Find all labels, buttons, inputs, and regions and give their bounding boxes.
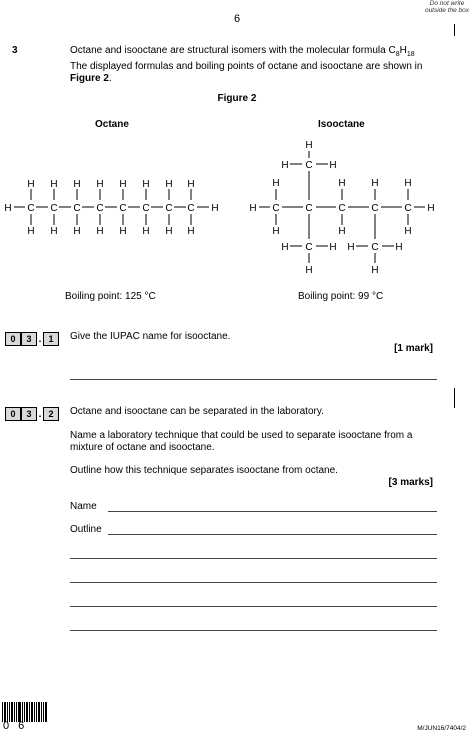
qbox-digit-2: 3 xyxy=(21,332,37,346)
svg-text:H: H xyxy=(404,178,412,189)
svg-text:H: H xyxy=(281,242,289,253)
margin-line xyxy=(454,388,455,408)
svg-text:C: C xyxy=(119,203,127,214)
isooctane-boiling-point: Boiling point: 99 °C xyxy=(298,291,384,302)
svg-text:H: H xyxy=(27,179,35,190)
svg-text:H: H xyxy=(281,160,289,171)
qbox-digit-3: 2 xyxy=(43,407,59,421)
svg-text:H: H xyxy=(165,226,173,237)
svg-text:H: H xyxy=(4,203,12,214)
svg-text:H: H xyxy=(371,265,379,276)
svg-text:H: H xyxy=(96,179,104,190)
svg-text:H: H xyxy=(427,203,435,214)
svg-text:H: H xyxy=(338,226,346,237)
barcode xyxy=(2,702,48,722)
answer-line[interactable] xyxy=(70,606,437,607)
svg-text:H: H xyxy=(338,178,346,189)
part-3-2-question: Octane and isooctane can be separated in the laboratory. xyxy=(70,406,324,417)
question-intro xyxy=(70,45,436,85)
svg-text:H: H xyxy=(142,179,150,190)
svg-text:C: C xyxy=(165,203,173,214)
svg-text:H: H xyxy=(272,178,280,189)
svg-text:H: H xyxy=(50,226,58,237)
svg-text:H: H xyxy=(347,242,355,253)
octane-title: Octane xyxy=(95,119,129,130)
part-3-1-question: Give the IUPAC name for isooctane. xyxy=(70,331,231,342)
svg-text:H: H xyxy=(305,140,313,151)
svg-text:H: H xyxy=(187,179,195,190)
svg-text:C: C xyxy=(73,203,81,214)
svg-text:C: C xyxy=(187,203,195,214)
intro-line-2: The displayed formulas and boiling points of octane and isooctane are shown in xyxy=(70,61,423,72)
octane-structure xyxy=(0,170,230,240)
part-3-1-number xyxy=(5,329,59,347)
svg-text:H: H xyxy=(119,226,127,237)
svg-text:H: H xyxy=(73,226,81,237)
svg-text:H: H xyxy=(395,242,403,253)
part-3-2-number xyxy=(5,404,59,422)
svg-text:C: C xyxy=(272,203,280,214)
svg-text:H: H xyxy=(211,203,219,214)
part-3-2-instruction-outline: Outline how this technique separates isooctane from octane. xyxy=(70,465,338,476)
svg-text:C: C xyxy=(338,203,346,214)
svg-text:C: C xyxy=(142,203,150,214)
outside-box-note: Do not write outside the box xyxy=(424,0,470,14)
answer-line[interactable] xyxy=(70,582,437,583)
part-3-2-marks: [3 marks] xyxy=(388,477,433,488)
svg-text:H: H xyxy=(371,178,379,189)
name-label: Name xyxy=(70,501,97,512)
svg-text:H: H xyxy=(329,160,337,171)
svg-text:H: H xyxy=(119,179,127,190)
part-3-1-marks: [1 mark] xyxy=(394,343,433,354)
svg-text:H: H xyxy=(329,242,337,253)
qbox-dot: . xyxy=(38,334,42,345)
octane-boiling-point: Boiling point: 125 °C xyxy=(65,291,156,302)
svg-text:C: C xyxy=(371,203,379,214)
qbox-digit-1: 0 xyxy=(5,332,21,346)
svg-text:H: H xyxy=(73,179,81,190)
question-number: 3 xyxy=(12,45,18,56)
qbox-digit-3: 1 xyxy=(43,332,59,346)
svg-text:C: C xyxy=(305,160,313,171)
intro-line-3: Figure 2. xyxy=(70,73,112,84)
part-3-2-instruction-name: Name a laboratory technique that could be used to separate isooctane from a mixture of octane and isooctane. xyxy=(70,430,413,453)
svg-text:H: H xyxy=(305,265,313,276)
answer-line-name[interactable] xyxy=(108,511,437,512)
svg-text:H: H xyxy=(404,226,412,237)
paper-code: M/JUN16/7404/2 xyxy=(417,725,466,732)
answer-line-outline[interactable] xyxy=(108,534,437,535)
svg-text:C: C xyxy=(404,203,412,214)
answer-line-3-1[interactable] xyxy=(70,379,437,380)
svg-text:H: H xyxy=(249,203,257,214)
qbox-digit-2: 3 xyxy=(21,407,37,421)
svg-text:H: H xyxy=(50,179,58,190)
svg-text:C: C xyxy=(27,203,35,214)
svg-text:H: H xyxy=(142,226,150,237)
svg-text:C: C xyxy=(305,242,313,253)
isooctane-title: Isooctane xyxy=(318,119,365,130)
answer-line[interactable] xyxy=(70,558,437,559)
intro-line-1: Octane and isooctane are structural isomers with the molecular formula $C_8H_{18}$ xyxy=(70,45,415,58)
outline-label: Outline xyxy=(70,524,102,535)
qbox-dot: . xyxy=(38,409,42,420)
svg-text:H: H xyxy=(27,226,35,237)
svg-text:C: C xyxy=(50,203,58,214)
svg-text:C: C xyxy=(371,242,379,253)
svg-text:H: H xyxy=(187,226,195,237)
isooctane-structure xyxy=(240,130,440,280)
page-number: 6 xyxy=(233,13,241,25)
qbox-digit-1: 0 xyxy=(5,407,21,421)
svg-text:C: C xyxy=(96,203,104,214)
barcode-number: 0 6 xyxy=(3,720,28,732)
svg-text:H: H xyxy=(272,226,280,237)
answer-line[interactable] xyxy=(70,630,437,631)
svg-text:H: H xyxy=(96,226,104,237)
svg-text:H: H xyxy=(165,179,173,190)
figure-title: Figure 2 xyxy=(217,93,257,104)
margin-line-top xyxy=(454,24,455,36)
svg-text:C: C xyxy=(305,203,313,214)
